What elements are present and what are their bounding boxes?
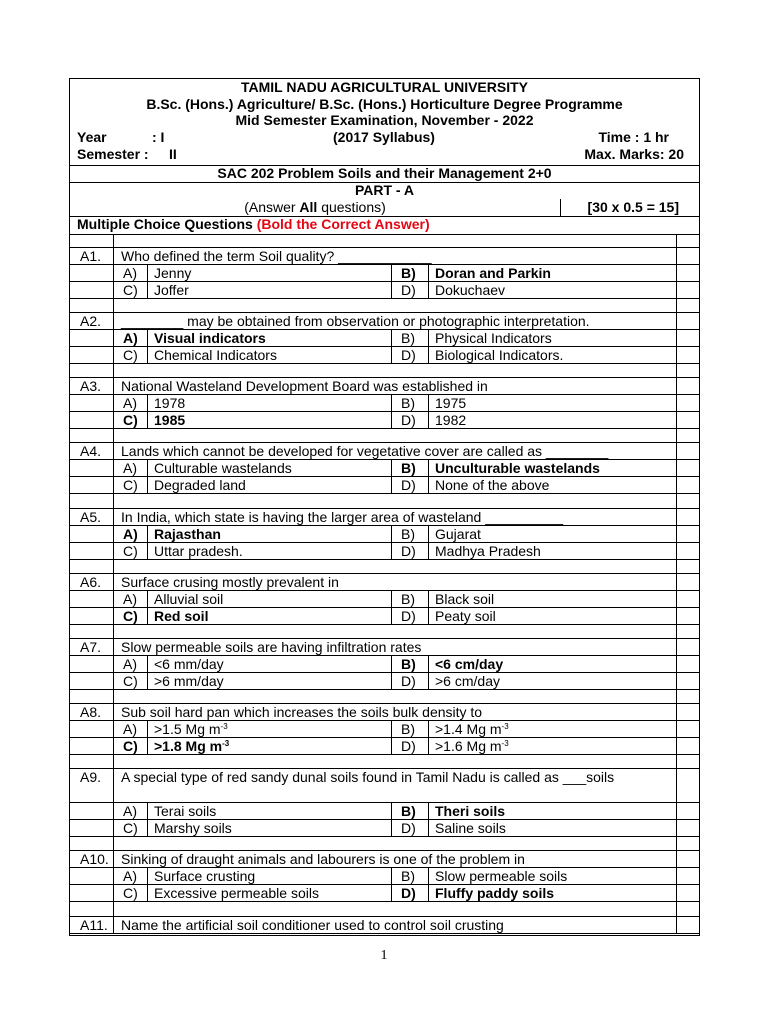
question-number: A2. (80, 313, 102, 329)
question-row (70, 574, 699, 591)
question-number: A5. (80, 509, 102, 525)
option-letter: C) (123, 738, 138, 754)
option-text: <6 mm/day (154, 656, 224, 672)
option-text: 1978 (154, 395, 186, 411)
university-name: TAMIL NADU AGRICULTURAL UNIVERSITY (241, 79, 528, 95)
option-row (70, 885, 699, 902)
question-row (70, 378, 699, 395)
option-text: Degraded land (154, 477, 246, 493)
option-row (70, 395, 699, 412)
answer-instruction: (Answer All questions) (244, 199, 386, 215)
option-letter: B) (401, 330, 415, 346)
page-number: 1 (380, 948, 388, 963)
option-letter: A) (123, 395, 137, 411)
option-text: Uttar pradesh. (154, 543, 243, 559)
option-row (70, 330, 699, 347)
option-letter: A) (123, 526, 138, 542)
question-row (70, 704, 699, 721)
question-text: Sub soil hard pan which increases the soils bulk density to (121, 704, 483, 720)
question-text: Who defined the term Soil quality? ____________ (121, 248, 432, 264)
option-letter: C) (123, 347, 138, 363)
question-text: A special type of red sandy dunal soils found in Tamil Nadu is called as ___soils (121, 769, 615, 785)
option-text: Culturable wastelands (154, 460, 292, 476)
question-number: A9. (80, 769, 102, 785)
question-row (70, 769, 699, 803)
correct-answer: Theri soils (435, 803, 506, 819)
option-letter: A) (123, 656, 137, 672)
option-text: Terai soils (154, 803, 217, 819)
question-text: Slow permeable soils are having infiltration rates (121, 639, 422, 655)
option-row (70, 656, 699, 673)
correct-answer: Rajasthan (154, 526, 221, 542)
option-letter: A) (123, 721, 137, 737)
option-letter: A) (123, 265, 137, 281)
question-row (70, 917, 699, 934)
option-row (70, 265, 699, 282)
option-letter: D) (401, 543, 416, 559)
option-letter: A) (123, 803, 137, 819)
option-text: >1.6 Mg $m^{-3}$ (435, 738, 509, 754)
option-text: 1982 (435, 412, 467, 428)
question-number: A10. (80, 851, 109, 867)
option-row (70, 347, 699, 364)
correct-answer: Unculturable wastelands (435, 460, 600, 476)
option-letter: A) (123, 330, 138, 346)
exam-title: Mid Semester Examination, November - 2022 (235, 112, 534, 128)
programme-title: B.Sc. (Hons.) Agriculture/ B.Sc. (Hons.) Horticulture Degree Programme (146, 96, 623, 112)
option-letter: D) (401, 885, 416, 901)
correct-answer: <6 cm/day (435, 656, 504, 672)
exam-time: Time : 1 hr (598, 129, 669, 145)
correct-answer: Fluffy paddy soils (435, 885, 555, 901)
exam-sheet (69, 78, 700, 936)
option-row (70, 673, 699, 690)
option-letter: B) (401, 265, 416, 281)
question-text: Name the artificial soil conditioner used to control soil crusting (121, 917, 504, 933)
question-number: A7. (80, 639, 102, 655)
question-number: A8. (80, 704, 102, 720)
question-row (70, 639, 699, 656)
option-letter: C) (123, 477, 138, 493)
option-letter: C) (123, 282, 138, 298)
option-letter: D) (401, 608, 416, 624)
option-letter: C) (123, 673, 138, 689)
option-text: >6 cm/day (435, 673, 500, 689)
option-text: Gujarat (435, 526, 481, 542)
option-row (70, 820, 699, 837)
option-letter: D) (401, 673, 416, 689)
option-row (70, 460, 699, 477)
option-letter: B) (401, 591, 415, 607)
option-letter: B) (401, 395, 415, 411)
option-text: Excessive permeable soils (154, 885, 319, 901)
question-text: National Wasteland Development Board was established in (121, 378, 488, 394)
option-row (70, 282, 699, 299)
option-text: >1.5 Mg $m^{-3}$ (154, 721, 228, 737)
option-text: Jenny (154, 265, 192, 281)
question-row (70, 248, 699, 265)
question-number: A3. (80, 378, 102, 394)
question-text: Sinking of draught animals and labourers is one of the problem in (121, 851, 525, 867)
question-text: ________ may be obtained from observation or photographic interpretation. (121, 313, 590, 329)
option-text: Slow permeable soils (435, 868, 568, 884)
option-row (70, 543, 699, 560)
year-label: Year (77, 129, 107, 145)
marks-scheme: [30 x 0.5 = 15] (587, 199, 679, 215)
option-text: Physical Indicators (435, 330, 552, 346)
option-letter: D) (401, 738, 416, 754)
option-row (70, 738, 699, 755)
option-letter: C) (123, 820, 138, 836)
option-letter: A) (123, 591, 137, 607)
course-title: SAC 202 Problem Soils and their Management 2+0 (217, 165, 552, 181)
option-letter: D) (401, 412, 416, 428)
option-letter: C) (123, 885, 138, 901)
option-letter: B) (401, 803, 416, 819)
correct-answer: Red soil (154, 608, 209, 624)
option-text: Black soil (435, 591, 495, 607)
question-number: A6. (80, 574, 102, 590)
option-text: Peaty soil (435, 608, 496, 624)
correct-answer: >1.8 Mg $m^{-3}$ (154, 738, 230, 754)
correct-answer: Doran and Parkin (435, 265, 551, 281)
option-text: Dokuchaev (435, 282, 506, 298)
mcq-instruction: (Bold the Correct Answer) (256, 216, 430, 232)
question-number: A4. (80, 443, 102, 459)
semester-label: Semester : (77, 146, 149, 162)
option-letter: C) (123, 608, 138, 624)
option-row (70, 721, 699, 738)
semester-value: II (169, 146, 177, 162)
option-text: Marshy soils (154, 820, 232, 836)
option-text: None of the above (435, 477, 550, 493)
option-row (70, 477, 699, 494)
option-letter: D) (401, 282, 416, 298)
option-row (70, 608, 699, 625)
option-row (70, 803, 699, 820)
option-letter: B) (401, 721, 415, 737)
correct-answer: 1985 (154, 412, 186, 428)
question-text: Surface crusing mostly prevalent in (121, 574, 339, 590)
option-letter: C) (123, 412, 138, 428)
question-number: A11. (80, 917, 108, 933)
option-text: >6 mm/day (154, 673, 224, 689)
correct-answer: Visual indicators (154, 330, 266, 346)
option-letter: D) (401, 820, 416, 836)
option-letter: D) (401, 477, 416, 493)
option-letter: A) (123, 868, 137, 884)
question-number: A1. (80, 248, 102, 264)
syllabus: (2017 Syllabus) (333, 129, 435, 145)
option-row (70, 526, 699, 543)
option-text: Joffer (154, 282, 189, 298)
option-row (70, 591, 699, 608)
option-text: >1.4 Mg $m^{-3}$ (435, 721, 509, 737)
option-text: 1975 (435, 395, 467, 411)
year-value: : I (152, 129, 165, 145)
option-letter: A) (123, 460, 137, 476)
question-row (70, 443, 699, 460)
question-row (70, 313, 699, 330)
part-title: PART - A (354, 182, 415, 198)
max-marks: Max. Marks: 20 (584, 146, 684, 162)
option-text: Alluvial soil (154, 591, 224, 607)
option-text: Saline soils (435, 820, 506, 836)
option-text: Biological Indicators. (435, 347, 564, 363)
option-letter: C) (123, 543, 138, 559)
question-text: Lands which cannot be developed for vegetative cover are called as ________ (121, 443, 609, 459)
mcq-heading: Multiple Choice Questions (Bold the Correct Answer) (77, 216, 430, 232)
question-row (70, 851, 699, 868)
question-row (70, 509, 699, 526)
option-letter: D) (401, 347, 416, 363)
option-letter: B) (401, 656, 416, 672)
option-row (70, 868, 699, 885)
option-text: Chemical Indicators (154, 347, 277, 363)
option-text: Madhya Pradesh (435, 543, 541, 559)
question-text: In India, which state is having the larger area of wasteland __________ (121, 509, 564, 525)
option-row (70, 412, 699, 429)
option-letter: B) (401, 526, 415, 542)
option-letter: B) (401, 868, 415, 884)
option-text: Surface crusting (154, 868, 256, 884)
option-letter: B) (401, 460, 416, 476)
